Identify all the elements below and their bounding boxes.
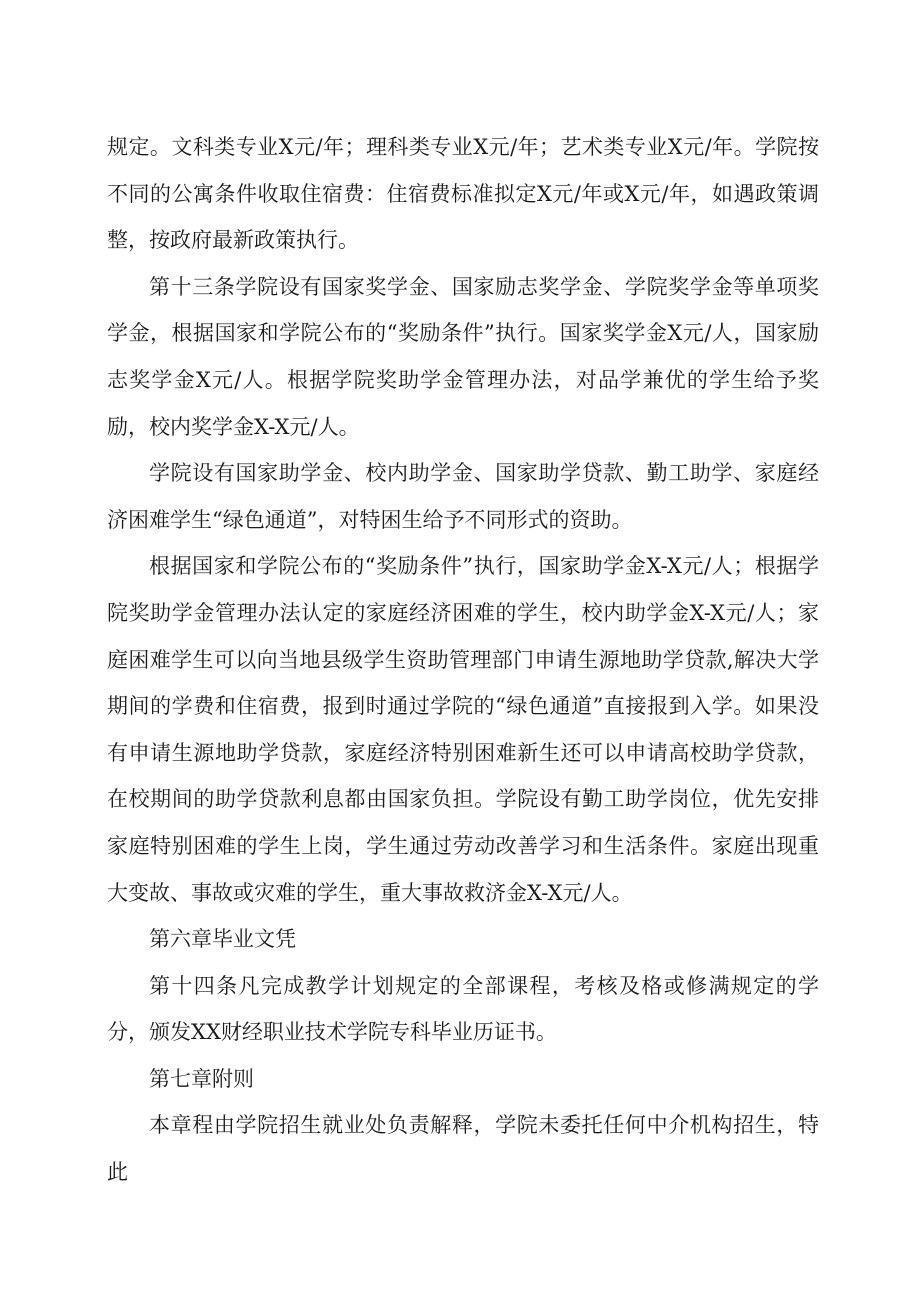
chapter-7-heading: 第七章附则	[149, 1066, 254, 1091]
paragraph-financial-aid: 学院设有国家助学金、校内助学金、国家助学贷款、勤工助学、家庭经济困难学生“绿色通道”，对特困生给予不同形式的资助。	[107, 461, 819, 532]
paragraph-article-14-diploma: 第十四条凡完成教学计划规定的全部课程，考核及格或修满规定的学分，颁发XX财经职业技术学院专科毕业历证书。	[107, 973, 819, 1045]
paragraph-final-provisions: 本章程由学院招生就业处负责解释，学院未委托任何中介机构招生，特此	[107, 1113, 819, 1185]
paragraph-article-13-scholarships: 第十三条学院设有国家奖学金、国家励志奖学金、学院奖学金等单项奖学金，根据国家和学院公布的“奖励条件”执行。国家奖学金X元/人，国家励志奖学金X元/人。根据学院奖助学金管理办法，对品学兼优的学生给予奖励，校内奖学金X-X元/人。	[107, 274, 819, 439]
paragraph-fee-standards: 规定。文科类专业X元/年；理科类专业X元/年；艺术类专业X元/年。学院按不同的公寓条件收取住宿费：住宿费标准拟定X元/年或X元/年，如遇政策调整，按政府最新政策执行。	[107, 135, 819, 253]
paragraph-aid-details: 根据国家和学院公布的“奖励条件”执行，国家助学金X-X元/人；根据学院奖助学金管理办法认定的家庭经济困难的学生，校内助学金X-X元/人；家庭困难学生可以向当地县级学生资助管理部门申请生源地助学贷款,解决大学期间的学费和住宿费，报到时通过学院的“绿色通道”直接报到入学。如果没有申请生源地助学贷款，家庭经济特别困难新生还可以申请高校助学贷款，在校期间的助学贷款利息都由国家负担。学院设有勤工助学岗位，优先安排家庭特别困难的学生上岗，学生通过劳动改善学习和生活条件。家庭出现重大变故、事故或灾难的学生，重大事故救济金X-X元/人。	[107, 554, 819, 905]
document-body	[107, 124, 819, 1196]
chapter-6-heading: 第六章毕业文凭	[149, 927, 296, 952]
